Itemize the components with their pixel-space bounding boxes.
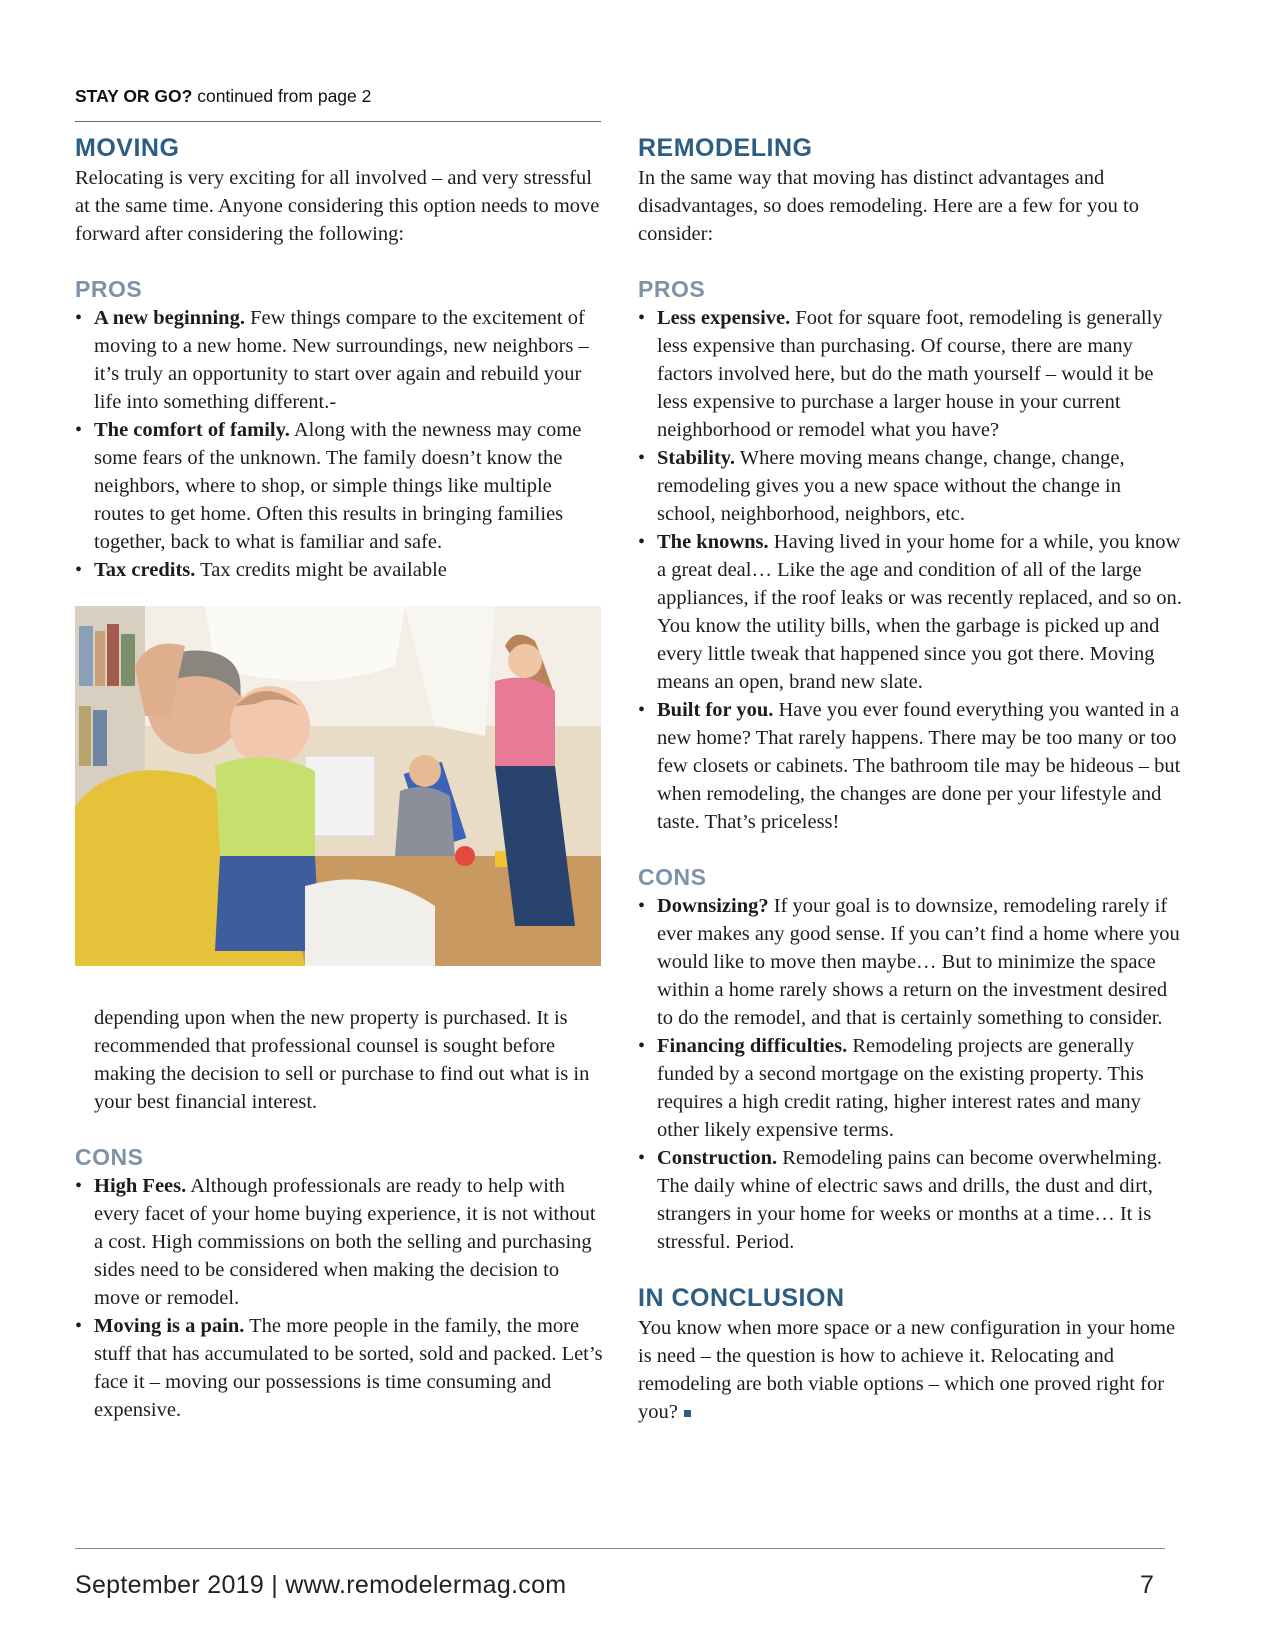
item-lead: The comfort of family. xyxy=(94,419,290,441)
item-text: Having lived in your home for a while, you know a great deal… Like the age and condition of all of the large appliances, if the roof leaks or was recently replaced, and so on. You know the utility bills, when the garbage is picked up and every little tweak that happened since you got there. Moving means an open, brand new slate. xyxy=(657,531,1182,693)
moving-pros-heading: PROS xyxy=(75,276,143,302)
list-item xyxy=(638,696,1183,836)
list-item xyxy=(638,304,1183,444)
footer-issue-url: September 2019 | www.remodelermag.com xyxy=(75,1571,567,1599)
moving-heading: MOVING xyxy=(75,134,180,162)
list-item xyxy=(75,1312,605,1424)
continued-text: continued from page 2 xyxy=(197,86,372,106)
remodeling-column xyxy=(638,132,1183,1426)
item-lead: Stability. xyxy=(657,447,736,469)
item-lead: The knowns. xyxy=(657,531,769,553)
conclusion-heading: IN CONCLUSION xyxy=(638,1284,845,1312)
page-number: 7 xyxy=(1140,1571,1154,1599)
item-lead: Construction. xyxy=(657,1147,778,1169)
list-item xyxy=(638,528,1183,696)
list-item xyxy=(638,1144,1183,1256)
list-item xyxy=(75,1172,605,1312)
item-lead: Financing difficulties. xyxy=(657,1035,848,1057)
moving-cons-list xyxy=(75,1172,605,1424)
list-item xyxy=(638,1032,1183,1144)
moving-column xyxy=(75,132,605,1424)
item-lead: Moving is a pain. xyxy=(94,1315,245,1337)
bottom-rule xyxy=(75,1548,1165,1549)
item-text: The more people in the family, the more stuff that has accumulated to be sorted, sold and packed. Let’s face it – moving our possessions is time consuming and expensive. xyxy=(94,1315,603,1421)
list-item xyxy=(75,304,605,416)
item-text: Remodeling projects are generally funded by a second mortgage on the existing property. This requires a high credit rating, higher interest rates and many other likely expensive terms. xyxy=(657,1035,1144,1141)
continued-title: STAY OR GO? xyxy=(75,86,193,106)
end-square-icon xyxy=(684,1410,691,1417)
item-lead: Less expensive. xyxy=(657,307,791,329)
item-lead: A new beginning. xyxy=(94,307,245,329)
list-item xyxy=(638,444,1183,528)
item-lead: Downsizing? xyxy=(657,895,769,917)
remodeling-intro: In the same way that moving has distinct advantages and disadvantages, so does remodeling. Here are a few for you to consider: xyxy=(638,167,1139,245)
item-lead: Tax credits. xyxy=(94,559,196,581)
remodeling-pros-heading: PROS xyxy=(638,276,706,302)
list-item xyxy=(75,556,605,584)
continued-from-note xyxy=(75,86,371,107)
moving-cons-heading: CONS xyxy=(75,1144,144,1170)
item-lead: High Fees. xyxy=(94,1175,187,1197)
item-text: Remodeling pains can become overwhelming. The daily whine of electric saws and drills, the dust and dirt, strangers in your home for weeks or months at a time… It is stressful. Period. xyxy=(657,1147,1163,1253)
moving-intro: Relocating is very exciting for all involved – and very stressful at the same time. Anyone considering this option needs to move forward after considering the following: xyxy=(75,167,600,245)
item-lead: Built for you. xyxy=(657,699,774,721)
remodeling-cons-heading: CONS xyxy=(638,864,707,890)
conclusion-body: You know when more space or a new configuration in your home is need – the question is how to achieve it. Relocating and remodeling are both viable options – which one proved right for you? xyxy=(638,1317,1176,1423)
item-text: Where moving means change, change, change, remodeling gives you a new space without the change in school, neighborhood, neighbors, etc. xyxy=(657,447,1125,525)
family-moving-photo xyxy=(75,606,601,966)
top-rule xyxy=(75,121,601,122)
remodeling-pros-list xyxy=(638,304,1183,836)
moving-pros-list xyxy=(75,304,605,584)
item-text: Have you ever found everything you wanted in a new home? That rarely happens. There may be too many or too few closets or cabinets. The bathroom tile may be hideous – but when remodeling, the changes are done per your lifestyle and taste. That’s priceless! xyxy=(657,699,1181,833)
item-text: Along with the newness may come some fears of the unknown. The family doesn’t know the neighbors, where to shop, or simple things like multiple routes to get home. Often this results in bringing families together, back to what is familiar and safe. xyxy=(94,419,582,553)
conclusion-text xyxy=(638,1314,1183,1426)
item-text: Few things compare to the excitement of moving to a new home. New surroundings, new neighbors – it’s truly an opportunity to start over again and rebuild your life into something different.- xyxy=(94,307,589,413)
remodeling-cons-list xyxy=(638,892,1183,1256)
item-text: Tax credits might be available xyxy=(195,559,447,581)
item-text: If your goal is to downsize, remodeling rarely if ever makes any good sense. If you can’t find a home where you would like to move then maybe… But to minimize the space within a home rarely shows a return on the investment desired to do the remodel, and that is certainly something to consider. xyxy=(657,895,1180,1029)
list-item xyxy=(638,892,1183,1032)
item-text: Foot for square foot, remodeling is generally less expensive than purchasing. Of course, there are many factors involved here, but do the math yourself – would it be less expensive to purchase a larger house in your current neighborhood or remodel what you have? xyxy=(657,307,1163,441)
tax-credits-continued: depending upon when the new property is purchased. It is recommended that professional counsel is sought before making the decision to sell or purchase to find out what is in your best financial interest. xyxy=(94,1007,590,1113)
list-item xyxy=(75,416,605,556)
remodeling-heading: REMODELING xyxy=(638,134,813,162)
item-text: Although professionals are ready to help with every facet of your home buying experience, it is not without a cost. High commissions on both the selling and purchasing sides need to be considered when making the decision to move or remodel. xyxy=(94,1175,596,1309)
